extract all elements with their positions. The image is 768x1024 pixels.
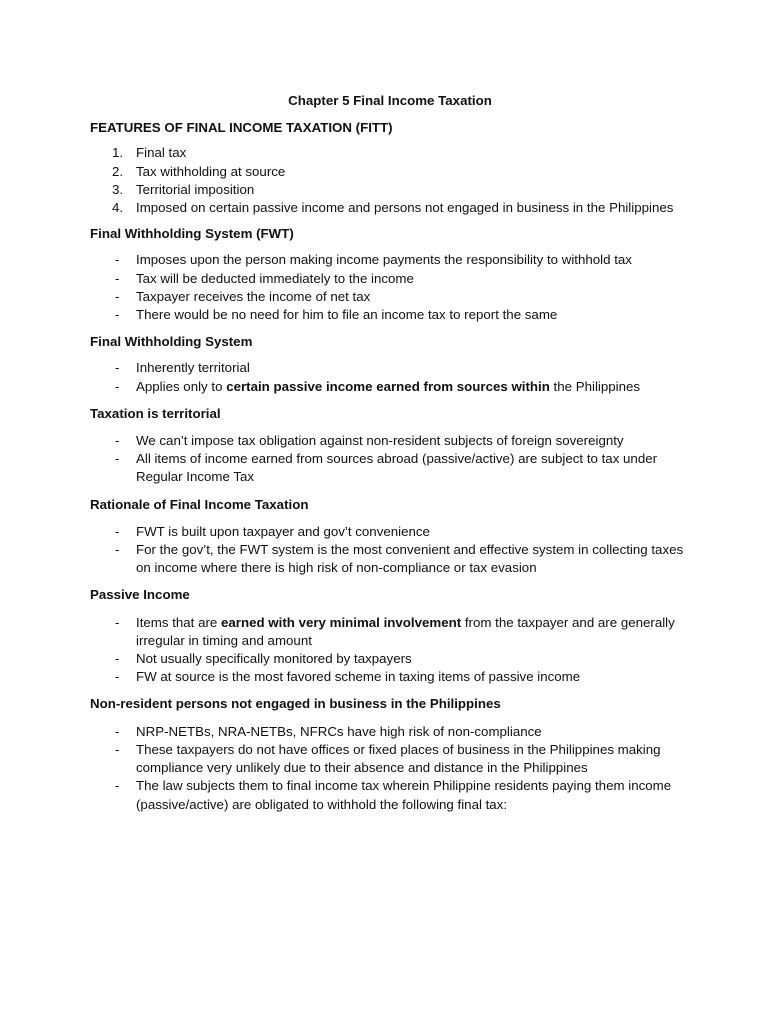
fws-list — [90, 359, 690, 395]
list-item: - For the gov’t, the FWT system is the most convenient and effective system in collecting taxes on income where there is high risk of non-compliance or tax evasion — [115, 542, 684, 576]
list-item: 4. Imposed on certain passive income and persons not engaged in business in the Philippines — [112, 200, 674, 216]
list-item: - Applies only to certain passive income earned from sources within the Philippines — [115, 378, 641, 394]
list-item: - Not usually specifically monitored by taxpayers — [115, 651, 412, 667]
nonresident-list — [90, 723, 690, 814]
fwt-heading: Final Withholding System (FWT) — [90, 226, 294, 242]
list-item: - We can’t impose tax obligation against non-resident subjects of foreign sovereignty — [115, 433, 624, 449]
territorial-heading: Taxation is territorial — [90, 405, 221, 421]
list-item: - Taxpayer receives the income of net tax — [115, 288, 371, 304]
features-heading: FEATURES OF FINAL INCOME TAXATION (FITT) — [90, 120, 393, 136]
fwt-list — [90, 251, 690, 324]
territorial-list — [90, 432, 690, 487]
list-item: 2. Tax withholding at source — [112, 163, 286, 179]
features-list — [90, 144, 690, 217]
nonresident-heading: Non-resident persons not engaged in business in the Philippines — [90, 696, 501, 712]
list-item: - Tax will be deducted immediately to the income — [115, 270, 414, 286]
list-item: - Imposes upon the person making income payments the responsibility to withhold tax — [115, 252, 632, 268]
list-item: - FWT is built upon taxpayer and gov’t convenience — [115, 523, 430, 539]
rationale-list — [90, 523, 690, 578]
list-item: - NRP-NETBs, NRA-NETBs, NFRCs have high risk of non-compliance — [115, 723, 542, 739]
passive-list — [90, 614, 690, 687]
fws-heading: Final Withholding System — [90, 334, 253, 350]
list-item: 1. Final tax — [112, 145, 187, 161]
list-item: - The law subjects them to final income tax wherein Philippine residents paying them income (passive/active) are obligated to withhold the following final tax: — [115, 778, 672, 812]
rationale-heading: Rationale of Final Income Taxation — [90, 496, 309, 512]
document-title: Chapter 5 Final Income Taxation — [288, 93, 492, 108]
list-item: - All items of income earned from sources abroad (passive/active) are subject to tax under Regular Income Tax — [115, 451, 658, 485]
list-item: - FW at source is the most favored scheme in taxing items of passive income — [115, 669, 581, 685]
passive-heading: Passive Income — [90, 587, 190, 603]
list-item: - These taxpayers do not have offices or fixed places of business in the Philippines making compliance very unlikely due to their absence and distance in the Philippines — [115, 741, 661, 776]
list-item: - Inherently territorial — [115, 360, 250, 376]
list-item: 3. Territorial imposition — [112, 181, 255, 197]
list-item: - There would be no need for him to file an income tax to report the same — [115, 307, 558, 323]
list-item: - Items that are earned with very minimal involvement from the taxpayer and are generally irregular in timing and amount — [115, 614, 675, 648]
document-content — [90, 92, 690, 814]
